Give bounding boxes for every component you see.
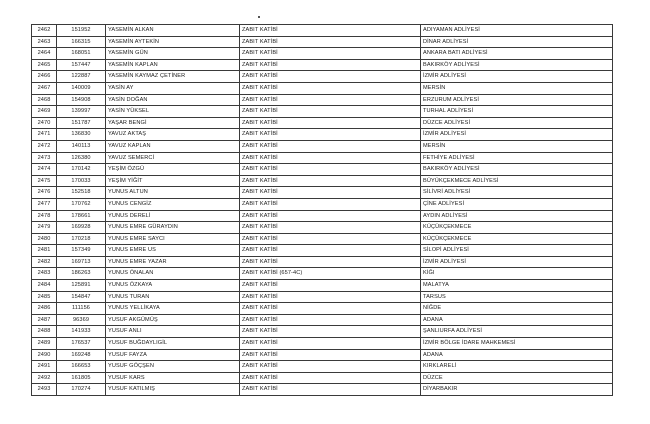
full-name-cell: YUNUS CENGİZ bbox=[106, 198, 240, 210]
table-row bbox=[32, 117, 613, 129]
table-row bbox=[32, 361, 613, 373]
row-number-cell: 2484 bbox=[32, 280, 57, 292]
full-name-cell: YUSUF KATILMIŞ bbox=[106, 384, 240, 396]
assigned-court-cell: DÜZCE ADLİYESİ bbox=[421, 117, 613, 129]
title-cell: ZABIT KATİBİ bbox=[240, 198, 421, 210]
row-number-cell: 2480 bbox=[32, 233, 57, 245]
row-number-cell: 2464 bbox=[32, 48, 57, 60]
registry-number-cell: 170762 bbox=[57, 198, 106, 210]
registry-number-cell: 169248 bbox=[57, 349, 106, 361]
row-number-cell: 2492 bbox=[32, 372, 57, 384]
table-row bbox=[32, 106, 613, 118]
title-cell: ZABIT KATİBİ bbox=[240, 36, 421, 48]
title-cell: ZABIT KATİBİ bbox=[240, 152, 421, 164]
table-row bbox=[32, 280, 613, 292]
registry-number-cell: 154847 bbox=[57, 291, 106, 303]
row-number-cell: 2473 bbox=[32, 152, 57, 164]
full-name-cell: YUSUF ANLI bbox=[106, 326, 240, 338]
assigned-court-cell: İZMİR ADLİYESİ bbox=[421, 256, 613, 268]
title-cell: ZABIT KATİBİ bbox=[240, 106, 421, 118]
assigned-court-cell: ADIYAMAN ADLİYESİ bbox=[421, 25, 613, 37]
title-cell: ZABIT KATİBİ bbox=[240, 233, 421, 245]
registry-number-cell: 161805 bbox=[57, 372, 106, 384]
table-row bbox=[32, 291, 613, 303]
row-number-cell: 2468 bbox=[32, 94, 57, 106]
registry-number-cell: 154908 bbox=[57, 94, 106, 106]
row-number-cell: 2465 bbox=[32, 59, 57, 71]
row-number-cell: 2474 bbox=[32, 164, 57, 176]
table-row bbox=[32, 36, 613, 48]
registry-number-cell: 170142 bbox=[57, 164, 106, 176]
table-row bbox=[32, 245, 613, 257]
title-cell: ZABIT KATİBİ bbox=[240, 117, 421, 129]
registry-number-cell: 166653 bbox=[57, 361, 106, 373]
title-cell: ZABIT KATİBİ bbox=[240, 59, 421, 71]
table-row bbox=[32, 372, 613, 384]
row-number-cell: 2479 bbox=[32, 222, 57, 234]
title-cell: ZABIT KATİBİ bbox=[240, 349, 421, 361]
row-number-cell: 2485 bbox=[32, 291, 57, 303]
assigned-court-cell: MERSİN bbox=[421, 140, 613, 152]
table-row bbox=[32, 152, 613, 164]
row-number-cell: 2489 bbox=[32, 338, 57, 350]
row-number-cell: 2478 bbox=[32, 210, 57, 222]
assigned-court-cell: DİYARBAKIR bbox=[421, 384, 613, 396]
assigned-court-cell: FETHİYE ADLİYESİ bbox=[421, 152, 613, 164]
full-name-cell: YUNUS EMRE US bbox=[106, 245, 240, 257]
full-name-cell: YUNUS TURAN bbox=[106, 291, 240, 303]
full-name-cell: YASEMİN ALKAN bbox=[106, 25, 240, 37]
assigned-court-cell: DÜZCE bbox=[421, 372, 613, 384]
registry-number-cell: 125891 bbox=[57, 280, 106, 292]
title-cell: ZABIT KATİBİ bbox=[240, 314, 421, 326]
table-row bbox=[32, 233, 613, 245]
title-cell: ZABIT KATİBİ bbox=[240, 372, 421, 384]
table-row bbox=[32, 256, 613, 268]
full-name-cell: YASİN AY bbox=[106, 82, 240, 94]
row-number-cell: 2467 bbox=[32, 82, 57, 94]
title-cell: ZABIT KATİBİ bbox=[240, 326, 421, 338]
assigned-court-cell: SİLOPİ ADLİYESİ bbox=[421, 245, 613, 257]
assigned-court-cell: BÜYÜKÇEKMECE ADLİYESİ bbox=[421, 175, 613, 187]
full-name-cell: YASİN YÜKSEL bbox=[106, 106, 240, 118]
full-name-cell: YASEMİN KAYMAZ ÇETİNER bbox=[106, 71, 240, 83]
row-number-cell: 2488 bbox=[32, 326, 57, 338]
registry-number-cell: 111156 bbox=[57, 303, 106, 315]
full-name-cell: YUNUS EMRE GÜRAYDIN bbox=[106, 222, 240, 234]
assigned-court-cell: DİNAR ADLİYESİ bbox=[421, 36, 613, 48]
title-cell: ZABIT KATİBİ bbox=[240, 210, 421, 222]
full-name-cell: YUNUS YELLİKAYA bbox=[106, 303, 240, 315]
assigned-court-cell: ANKARA BATI ADLİYESİ bbox=[421, 48, 613, 60]
title-cell: ZABIT KATİBİ bbox=[240, 48, 421, 60]
title-cell: ZABIT KATİBİ bbox=[240, 291, 421, 303]
row-number-cell: 2469 bbox=[32, 106, 57, 118]
registry-number-cell: 140009 bbox=[57, 82, 106, 94]
registry-number-cell: 151787 bbox=[57, 117, 106, 129]
title-cell: ZABIT KATİBİ (657-4C) bbox=[240, 268, 421, 280]
title-cell: ZABIT KATİBİ bbox=[240, 245, 421, 257]
title-cell: ZABIT KATİBİ bbox=[240, 25, 421, 37]
row-number-cell: 2477 bbox=[32, 198, 57, 210]
registry-number-cell: 170033 bbox=[57, 175, 106, 187]
full-name-cell: YUSUF KARS bbox=[106, 372, 240, 384]
full-name-cell: YASEMİN GÜN bbox=[106, 48, 240, 60]
title-cell: ZABIT KATİBİ bbox=[240, 140, 421, 152]
table-row bbox=[32, 303, 613, 315]
assigned-court-cell: ŞANLIURFA ADLİYESİ bbox=[421, 326, 613, 338]
registry-number-cell: 170274 bbox=[57, 384, 106, 396]
full-name-cell: YUNUS EMRE SAYCI bbox=[106, 233, 240, 245]
row-number-cell: 2476 bbox=[32, 187, 57, 199]
registry-number-cell: 136830 bbox=[57, 129, 106, 141]
table-row bbox=[32, 129, 613, 141]
assigned-court-cell: İZMİR ADLİYESİ bbox=[421, 71, 613, 83]
assigned-court-cell: ERZURUM ADLİYESİ bbox=[421, 94, 613, 106]
row-number-cell: 2491 bbox=[32, 361, 57, 373]
full-name-cell: YUNUS ÖNALAN bbox=[106, 268, 240, 280]
full-name-cell: YUNUS EMRE YAZAR bbox=[106, 256, 240, 268]
table-row bbox=[32, 25, 613, 37]
registry-number-cell: 186263 bbox=[57, 268, 106, 280]
title-cell: ZABIT KATİBİ bbox=[240, 222, 421, 234]
assigned-court-cell: ADANA bbox=[421, 349, 613, 361]
assigned-court-cell: İZMİR BÖLGE İDARE MAHKEMESİ bbox=[421, 338, 613, 350]
table-row bbox=[32, 349, 613, 361]
registry-number-cell: 122887 bbox=[57, 71, 106, 83]
table-row bbox=[32, 222, 613, 234]
table-row bbox=[32, 384, 613, 396]
table-row bbox=[32, 187, 613, 199]
full-name-cell: YUSUF GÖÇŞEN bbox=[106, 361, 240, 373]
assigned-court-cell: NİĞDE bbox=[421, 303, 613, 315]
table-row bbox=[32, 82, 613, 94]
full-name-cell: YEŞİM YİĞİT bbox=[106, 175, 240, 187]
registry-number-cell: 166315 bbox=[57, 36, 106, 48]
full-name-cell: YEŞİM ÖZGÜ bbox=[106, 164, 240, 176]
registry-number-cell: 140113 bbox=[57, 140, 106, 152]
registry-number-cell: 141933 bbox=[57, 326, 106, 338]
assigned-court-cell: KÜÇÜKÇEKMECE bbox=[421, 233, 613, 245]
full-name-cell: YUSUF BUĞDAYLIGİL bbox=[106, 338, 240, 350]
row-number-cell: 2466 bbox=[32, 71, 57, 83]
row-number-cell: 2490 bbox=[32, 349, 57, 361]
assigned-court-cell: MALATYA bbox=[421, 280, 613, 292]
assigned-court-cell: BAKIRKÖY ADLİYESİ bbox=[421, 59, 613, 71]
title-cell: ZABIT KATİBİ bbox=[240, 164, 421, 176]
personnel-table bbox=[31, 24, 613, 396]
assigned-court-cell: BAKIRKÖY ADLİYESİ bbox=[421, 164, 613, 176]
registry-number-cell: 151952 bbox=[57, 25, 106, 37]
assigned-court-cell: ÇİNE ADLİYESİ bbox=[421, 198, 613, 210]
full-name-cell: YUNUS DERELİ bbox=[106, 210, 240, 222]
row-number-cell: 2493 bbox=[32, 384, 57, 396]
title-cell: ZABIT KATİBİ bbox=[240, 71, 421, 83]
title-cell: ZABIT KATİBİ bbox=[240, 187, 421, 199]
row-number-cell: 2472 bbox=[32, 140, 57, 152]
table-row bbox=[32, 210, 613, 222]
table-row bbox=[32, 326, 613, 338]
full-name-cell: YAVUZ SEMERCİ bbox=[106, 152, 240, 164]
table-row bbox=[32, 140, 613, 152]
assigned-court-cell: AYDIN ADLİYESİ bbox=[421, 210, 613, 222]
assigned-court-cell: KIRKLARELİ bbox=[421, 361, 613, 373]
title-cell: ZABIT KATİBİ bbox=[240, 280, 421, 292]
assigned-court-cell: TURHAL ADLİYESİ bbox=[421, 106, 613, 118]
title-cell: ZABIT KATİBİ bbox=[240, 361, 421, 373]
table-row bbox=[32, 198, 613, 210]
full-name-cell: YUNUS ÖZKAYA bbox=[106, 280, 240, 292]
registry-number-cell: 168051 bbox=[57, 48, 106, 60]
assigned-court-cell: TARSUS bbox=[421, 291, 613, 303]
row-number-cell: 2486 bbox=[32, 303, 57, 315]
title-cell: ZABIT KATİBİ bbox=[240, 256, 421, 268]
scan-speck bbox=[258, 16, 260, 18]
row-number-cell: 2481 bbox=[32, 245, 57, 257]
table-row bbox=[32, 175, 613, 187]
row-number-cell: 2463 bbox=[32, 36, 57, 48]
title-cell: ZABIT KATİBİ bbox=[240, 94, 421, 106]
registry-number-cell: 152518 bbox=[57, 187, 106, 199]
row-number-cell: 2471 bbox=[32, 129, 57, 141]
table-row bbox=[32, 314, 613, 326]
full-name-cell: YUSUF FAYZA bbox=[106, 349, 240, 361]
row-number-cell: 2462 bbox=[32, 25, 57, 37]
registry-number-cell: 157447 bbox=[57, 59, 106, 71]
table-row bbox=[32, 164, 613, 176]
full-name-cell: YUSUF AKGÜMÜŞ bbox=[106, 314, 240, 326]
row-number-cell: 2487 bbox=[32, 314, 57, 326]
title-cell: ZABIT KATİBİ bbox=[240, 175, 421, 187]
title-cell: ZABIT KATİBİ bbox=[240, 82, 421, 94]
row-number-cell: 2470 bbox=[32, 117, 57, 129]
registry-number-cell: 170218 bbox=[57, 233, 106, 245]
registry-number-cell: 169713 bbox=[57, 256, 106, 268]
assigned-court-cell: KİĞI bbox=[421, 268, 613, 280]
row-number-cell: 2483 bbox=[32, 268, 57, 280]
table-row bbox=[32, 59, 613, 71]
registry-number-cell: 96369 bbox=[57, 314, 106, 326]
assigned-court-cell: MERSİN bbox=[421, 82, 613, 94]
title-cell: ZABIT KATİBİ bbox=[240, 384, 421, 396]
assigned-court-cell: SİLİVRİ ADLİYESİ bbox=[421, 187, 613, 199]
full-name-cell: YUNUS ALTUN bbox=[106, 187, 240, 199]
table-row bbox=[32, 71, 613, 83]
registry-number-cell: 169928 bbox=[57, 222, 106, 234]
registry-number-cell: 178661 bbox=[57, 210, 106, 222]
full-name-cell: YASEMİN KAPLAN bbox=[106, 59, 240, 71]
table-row bbox=[32, 48, 613, 60]
full-name-cell: YAVUZ AKTAŞ bbox=[106, 129, 240, 141]
full-name-cell: YASİN DOĞAN bbox=[106, 94, 240, 106]
assigned-court-cell: İZMİR ADLİYESİ bbox=[421, 129, 613, 141]
full-name-cell: YASEMİN AYTEKİN bbox=[106, 36, 240, 48]
assigned-court-cell: ADANA bbox=[421, 314, 613, 326]
table-row bbox=[32, 338, 613, 350]
title-cell: ZABIT KATİBİ bbox=[240, 129, 421, 141]
title-cell: ZABIT KATİBİ bbox=[240, 338, 421, 350]
title-cell: ZABIT KATİBİ bbox=[240, 303, 421, 315]
registry-number-cell: 126380 bbox=[57, 152, 106, 164]
full-name-cell: YAVUZ KAPLAN bbox=[106, 140, 240, 152]
row-number-cell: 2482 bbox=[32, 256, 57, 268]
assigned-court-cell: KÜÇÜKÇEKMECE bbox=[421, 222, 613, 234]
registry-number-cell: 176537 bbox=[57, 338, 106, 350]
full-name-cell: YAŞAR BENGİ bbox=[106, 117, 240, 129]
registry-number-cell: 157349 bbox=[57, 245, 106, 257]
table-row bbox=[32, 94, 613, 106]
registry-number-cell: 139997 bbox=[57, 106, 106, 118]
table-row bbox=[32, 268, 613, 280]
row-number-cell: 2475 bbox=[32, 175, 57, 187]
